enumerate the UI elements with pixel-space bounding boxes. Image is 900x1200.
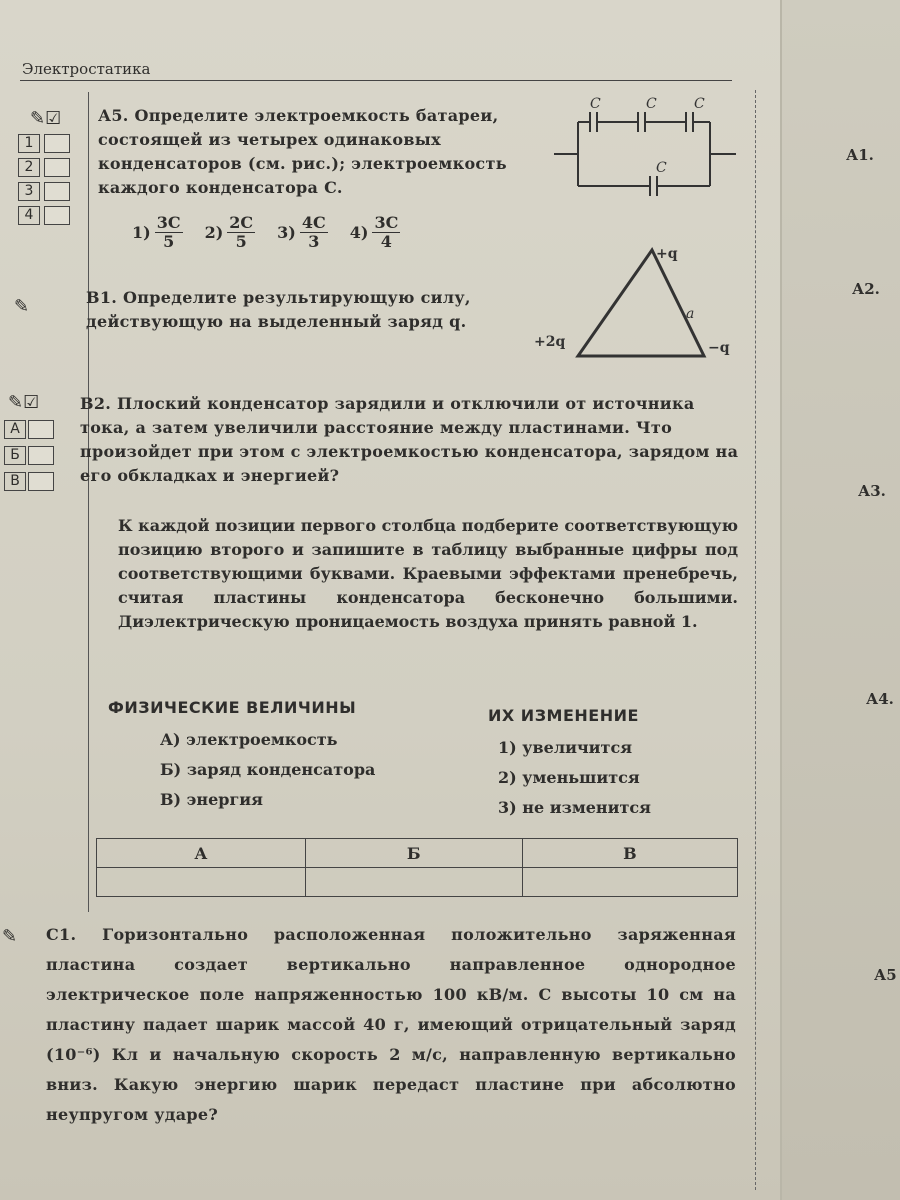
answer-box-label: А (4, 420, 26, 439)
task-text: Определите электроемкость батареи, состоящей из четырех одинаковых конденсаторов (см. рис.); электроемкость каждого конденсатора C. (98, 106, 507, 197)
option-number: 2) (204, 223, 224, 242)
answer-cell[interactable] (305, 868, 522, 897)
task-label: А5. (98, 106, 129, 125)
right-page-edge (782, 0, 900, 1200)
answer-checkbox[interactable] (44, 182, 70, 201)
change-item: 2) уменьшится (498, 768, 640, 787)
option-1[interactable] (132, 214, 183, 251)
pencil-check-icon: ✎☑ (8, 392, 40, 413)
answer-cell[interactable] (522, 868, 737, 897)
answer-box-label: Б (4, 446, 26, 465)
answer-box-label: 2 (18, 158, 40, 177)
denominator: 4 (380, 232, 392, 251)
answer-checkbox[interactable] (28, 472, 54, 491)
cap-label: C (694, 96, 705, 112)
answer-checkbox[interactable] (44, 134, 70, 153)
task-text: Определите результирующую силу, действующую на выделенный заряд q. (86, 288, 471, 331)
task-label: В1. (86, 288, 118, 307)
answer-checkbox[interactable] (44, 158, 70, 177)
charge-top: +q (656, 246, 678, 262)
table-header: А (97, 839, 306, 868)
fraction (372, 214, 400, 251)
task-b1 (86, 286, 526, 334)
task-c1 (46, 920, 736, 1130)
answer-box-label: 1 (18, 134, 40, 153)
cap-label: C (656, 160, 667, 176)
task-b2 (80, 392, 740, 488)
denominator: 5 (163, 232, 175, 251)
margin-rule (88, 92, 89, 912)
option-2[interactable] (205, 214, 256, 251)
change-item: 3) не изменится (498, 798, 651, 817)
fraction (227, 214, 255, 251)
option-3[interactable] (277, 214, 328, 251)
task-text: Горизонтально расположенная положительно заряженная пластина создает вертикально направленное однородное электрическое поле напряженностью 100 кВ/м. С высоты 10 см на пластину падает шарик массой 40 г, имеющий отрицательный заряд (10⁻⁶) Кл и начальную скорость 2 м/с, направленную вертикально вниз. Какую энергию шарик передаст пластине при абсолютно неупругом ударе? (46, 925, 736, 1124)
next-page-task-label: А4. (866, 690, 894, 708)
answer-box-label: 3 (18, 182, 40, 201)
task-a5 (98, 104, 528, 200)
numerator: 3C (374, 213, 399, 232)
denominator: 3 (308, 232, 320, 251)
option-4[interactable] (350, 214, 401, 251)
answer-box-label: В (4, 472, 26, 491)
answer-checkbox[interactable] (28, 420, 54, 439)
fraction (300, 214, 328, 251)
numerator: 3C (156, 213, 181, 232)
next-page-task-label: А2. (852, 280, 880, 298)
table-header: Б (305, 839, 522, 868)
charge-triangle-diagram (530, 238, 750, 368)
quantity-item: Б) заряд конденсатора (160, 760, 376, 779)
col2-title: ИХ ИЗМЕНЕНИЕ (488, 706, 639, 725)
pencil-check-icon: ✎☑ (30, 108, 62, 129)
task-text: Плоский конденсатор зарядили и отключили от источника тока, а затем увеличили расстояние между пластинами. Что произойдет при этом с электроемкостью конденсатора, зарядом на его обкладках и энергией? (80, 394, 739, 485)
answer-checkbox[interactable] (44, 206, 70, 225)
cap-label: C (590, 96, 601, 112)
numerator: 4C (301, 213, 326, 232)
option-number: 3) (277, 223, 296, 242)
option-number: 4) (349, 223, 369, 242)
next-page-task-label: А5 (874, 966, 897, 984)
running-head: Электростатика (22, 60, 151, 78)
pencil-icon: ✎ (14, 296, 30, 317)
option-number: 1) (132, 223, 151, 242)
numerator: 2C (229, 213, 254, 232)
answer-checkbox[interactable] (28, 446, 54, 465)
quantity-item: В) энергия (160, 790, 263, 809)
charge-right: −q (708, 340, 730, 356)
table-header: В (522, 839, 737, 868)
fraction (155, 214, 183, 251)
answer-box-label: 4 (18, 206, 40, 225)
answer-table (96, 838, 738, 897)
capacitor-circuit-diagram (550, 92, 750, 202)
answer-cell[interactable] (97, 868, 306, 897)
a5-options (132, 214, 512, 251)
task-label: В2. (80, 394, 112, 413)
pencil-icon: ✎ (2, 926, 18, 947)
next-page-task-label: А3. (858, 482, 886, 500)
next-page-task-label: А1. (846, 146, 874, 164)
change-item: 1) увеличится (498, 738, 633, 757)
quantity-item: А) электроемкость (160, 730, 338, 749)
charge-left: +2q (534, 334, 566, 350)
cut-line (755, 90, 756, 1190)
col1-title: ФИЗИЧЕСКИЕ ВЕЛИЧИНЫ (108, 698, 357, 717)
task-label: С1. (46, 925, 77, 944)
denominator: 5 (235, 232, 247, 251)
header-rule (20, 80, 732, 81)
side-label: a (686, 306, 695, 322)
b2-instructions: К каждой позиции первого столбца подберите соответствующую позицию второго и запишите в таблицу выбранные цифры под соответствующими буквами. Краевыми эффектами пренебречь, считая пластины конденсатора бесконечно большими. Диэлектрическую проницаемость воздуха принять равной 1. (118, 516, 738, 631)
cap-label: C (646, 96, 657, 112)
